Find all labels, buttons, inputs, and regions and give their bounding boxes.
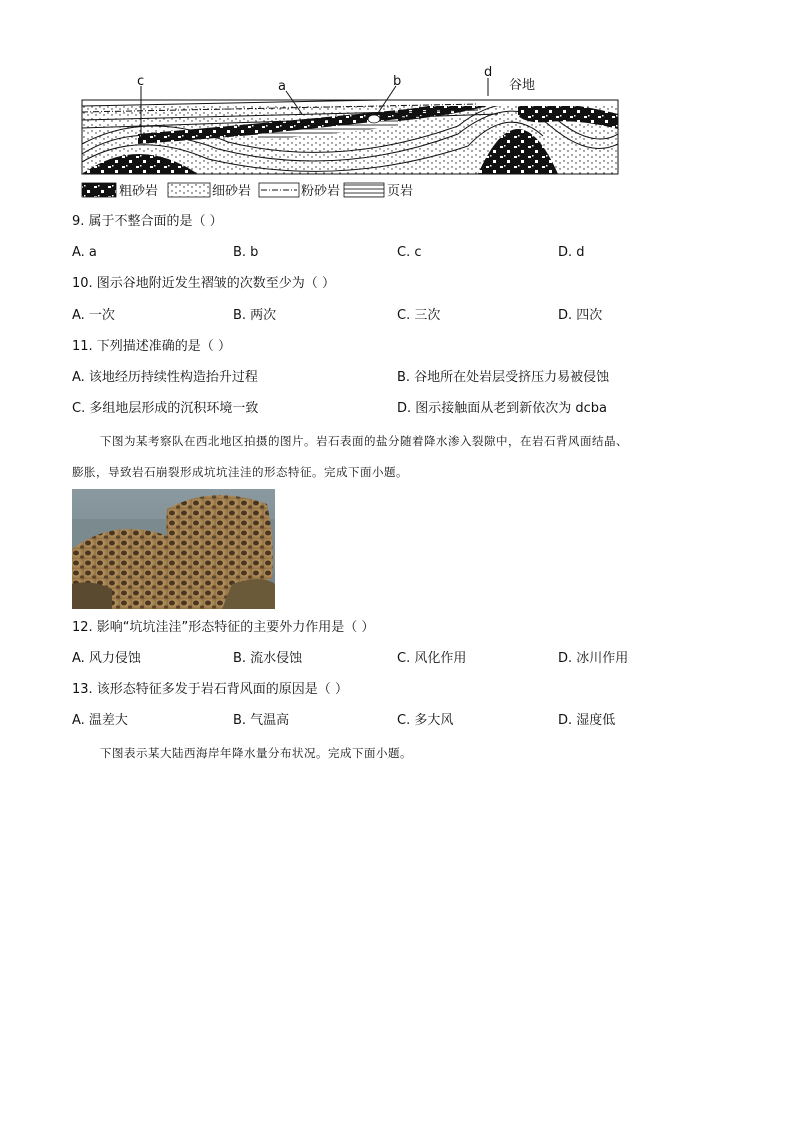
question-12-stem: 12. 影响“坑坑洼洼”形态特征的主要外力作用是（ ） [72, 620, 375, 635]
question-10-option-a[interactable]: A. 一次 [72, 308, 115, 323]
question-13-option-b[interactable]: B. 气温高 [233, 713, 290, 728]
question-9-option-b[interactable]: B. b [233, 245, 259, 260]
intro-paragraph-1-line-1: 下图为某考察队在西北地区拍摄的图片。岩石表面的盐分随着降水渗入裂隙中，在岩石背风面结晶、 [100, 434, 628, 448]
question-9-option-a[interactable]: A. a [72, 245, 97, 260]
legend-shale-label: 页岩 [387, 184, 414, 199]
question-11-option-c[interactable]: C. 多组地层形成的沉积环境一致 [72, 401, 259, 416]
question-11-option-b[interactable]: B. 谷地所在处岩层受挤压力易被侵蚀 [397, 370, 610, 385]
question-13-option-a[interactable]: A. 温差大 [72, 713, 128, 728]
legend-fine-label: 细砂岩 [212, 184, 252, 199]
intro-paragraph-2: 下图表示某大陆西海岸年降水量分布状况。完成下面小题。 [100, 746, 412, 760]
question-12-option-c[interactable]: C. 风化作用 [397, 651, 467, 666]
question-12-option-a[interactable]: A. 风力侵蚀 [72, 651, 141, 666]
question-10-option-b[interactable]: B. 两次 [233, 308, 277, 323]
question-9-stem: 9. 属于不整合面的是（ ） [72, 214, 223, 229]
question-10-option-c[interactable]: C. 三次 [397, 308, 441, 323]
intro-paragraph-1-line-2: 膨胀，导致岩石崩裂形成坑坑洼洼的形态特征。完成下面小题。 [72, 465, 408, 479]
question-12-option-d[interactable]: D. 冰川作用 [558, 651, 629, 666]
label-d: d [484, 65, 493, 80]
question-13-option-d[interactable]: D. 湿度低 [558, 713, 616, 728]
legend-coarse-label: 粗砂岩 [119, 184, 159, 199]
legend-fine-swatch [168, 183, 210, 197]
geologic-cross-section-figure [78, 64, 623, 204]
legend [82, 183, 413, 199]
question-13-stem: 13. 该形态特征多发于岩石背风面的原因是（ ） [72, 682, 348, 697]
honeycomb-weathered-rock-photo [72, 489, 275, 609]
question-13-option-c[interactable]: C. 多大风 [397, 713, 454, 728]
question-9-option-c[interactable]: C. c [397, 245, 422, 260]
question-10-stem: 10. 图示谷地附近发生褶皱的次数至少为（ ） [72, 276, 335, 291]
question-11-option-d[interactable]: D. 图示接触面从老到新依次为 dcba [397, 401, 608, 416]
legend-silt-label: 粉砂岩 [301, 184, 341, 199]
question-10-option-d[interactable]: D. 四次 [558, 308, 603, 323]
question-11-option-a[interactable]: A. 该地经历持续性构造抬升过程 [72, 370, 258, 385]
question-12-option-b[interactable]: B. 流水侵蚀 [233, 651, 303, 666]
question-11-stem: 11. 下列描述准确的是（ ） [72, 339, 231, 354]
strata-layers [82, 86, 618, 174]
label-a: a [278, 79, 286, 94]
legend-coarse-swatch [82, 183, 116, 197]
legend-shale-swatch [344, 183, 384, 197]
question-9-option-d[interactable]: D. d [558, 245, 585, 260]
label-valley: 谷地 [509, 78, 536, 93]
label-c: c [137, 74, 145, 89]
label-b: b [393, 74, 402, 89]
